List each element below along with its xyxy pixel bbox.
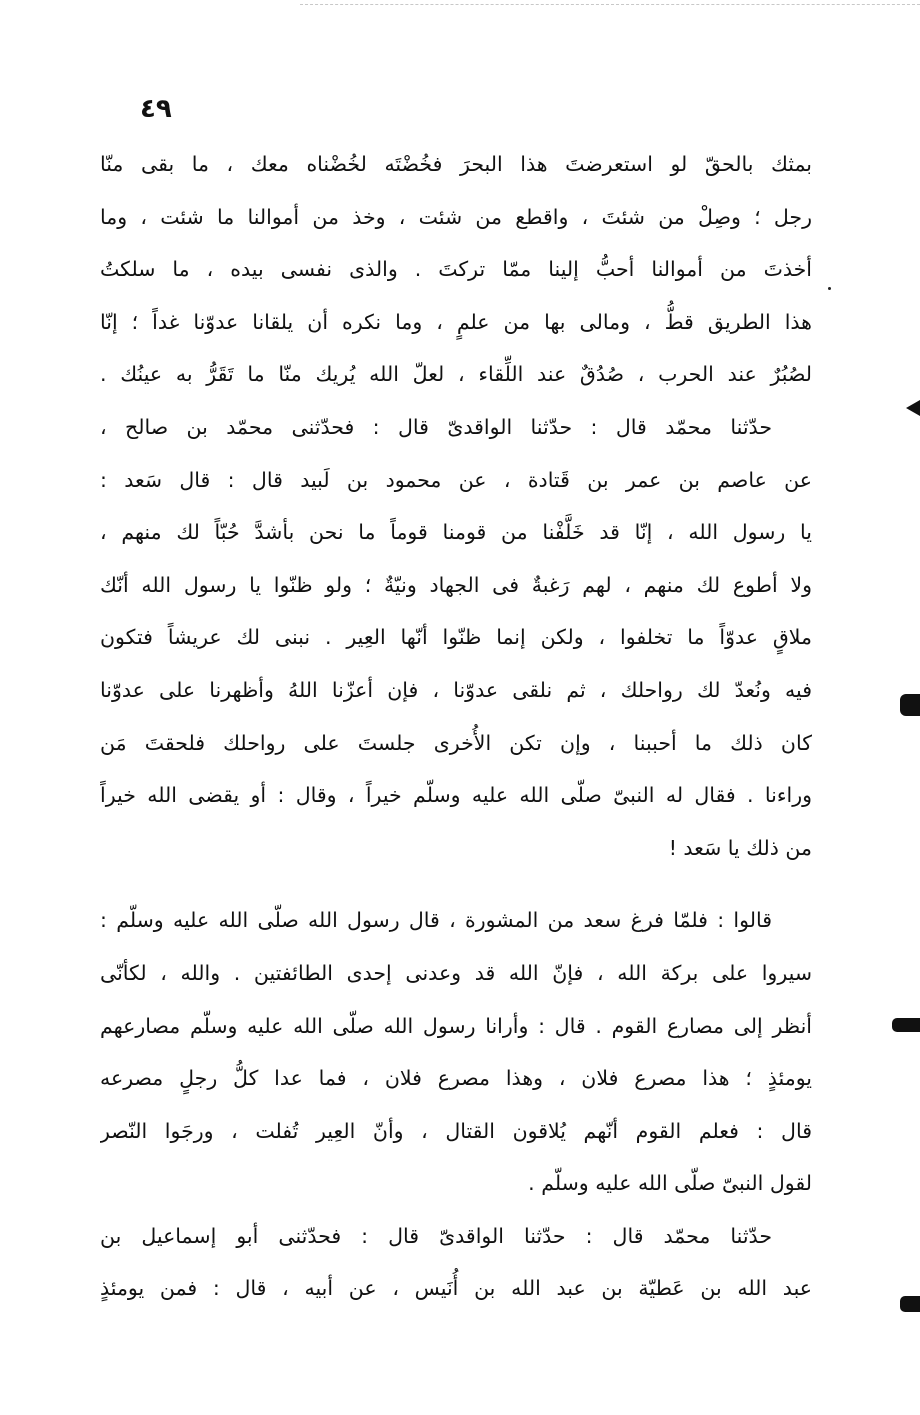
edge-scan-mark — [892, 1018, 920, 1032]
body-text — [100, 138, 812, 1315]
text-line: يا رسول الله ، إنّا قد خَلَّفْنا من قومنا قوماً ما نحن بأشدَّ حُبّاً لك منهم ، — [100, 520, 812, 545]
text-line: من ذلك يا سَعد ! — [668, 835, 812, 860]
text-line: قالوا : فلمّا فرغ سعد من المشورة ، قال رسول الله صلّى الله عليه وسلّم : — [100, 908, 772, 933]
edge-scan-mark — [900, 694, 920, 716]
text-line: عن عاصم بن عمر بن قَتادة ، عن محمود بن لَبيد قال : قال سَعد : — [100, 467, 812, 492]
text-line: ولا أطوع لك منهم ، لهم رَغبةٌ فى الجهاد ونيّةٌ ؛ ولو ظنّوا يا رسول الله أنّك — [100, 572, 812, 597]
paragraph-gap — [100, 874, 812, 894]
text-line: قال : فعلم القوم أنّهم يُلاقون القتال ، وأنّ العِير تُفلت ، ورجَوا النّصر — [100, 1118, 812, 1143]
text-line: أنظر إلى مصارع القوم . قال : وأرانا رسول الله صلّى الله عليه وسلّم مصارعهم — [100, 1013, 812, 1038]
top-dashed-rule — [300, 4, 920, 5]
text-line: أخذتَ من أموالنا أحبُّ إلينا ممّا تركتَ . والذى نفسى بيده ، ما سلكتُ — [100, 257, 812, 282]
text-line: لصُبُرٌ عند الحرب ، صُدُقٌ عند اللِّقاء ، لعلّ الله يُريك منّا ما تَقَرُّ به عينُك . — [100, 362, 812, 387]
edge-scan-mark — [900, 1296, 920, 1312]
text-line: يومئذٍ ؛ هذا مصرع فلان ، وهذا مصرع فلان ، فما عدا كلُّ رجلٍ مصرعه — [100, 1066, 812, 1091]
page-number: ٤٩ — [140, 94, 172, 124]
text-line: وراءنا . فقال له النبىّ صلّى الله عليه وسلّم خيراً ، وقال : أو يقضى الله خيراً — [100, 783, 812, 808]
text-line: فيه ونُعدّ لك رواحلك ، ثم نلقى عدوّنا ، فإن أعزّنا اللهُ وأظهرنا على عدوّنا — [100, 677, 812, 702]
text-line: رجل ؛ وصِلْ من شئتَ ، واقطع من شئت ، وخذ من أموالنا ما شئت ، وما — [100, 204, 812, 229]
text-line: كان ذلك ما أحببنا ، وإن تكن الأُخرى جلستَ على رواحلك فلحقتَ مَن — [100, 730, 812, 755]
text-line: ملاقٍ عدوّاً ما تخلفوا ، ولكن إنما ظنّوا أنّها العِير . نبنى لك عريشاً فتكون — [100, 625, 812, 650]
text-line: حدّثنا محمّد قال : حدّثنا الواقدىّ قال : فحدّثنى محمّد بن صالح ، — [100, 414, 772, 439]
text-line: بمثك بالحقّ لو استعرضتَ هذا البحرَ فخُضْتَه لخُضْناه معك ، ما بقى منّا — [100, 152, 812, 176]
text-line: سيروا على بركة الله ، فإنّ الله قد وعدنى إحدى الطائفتين . والله ، لكأنّى — [100, 960, 812, 985]
text-line: لقول النبىّ صلّى الله عليه وسلّم . — [528, 1171, 812, 1196]
text-line: هذا الطريق قطُّ ، ومالى بها من علمٍ ، وما نكره أن يلقانا عدوّنا غداً ؛ إنّا — [100, 309, 812, 334]
text-line: عبد الله بن عَطيّة بن عبد الله بن أُنَيس ، عن أبيه ، قال : فمن يومئذٍ — [100, 1276, 812, 1301]
ink-speck — [828, 287, 831, 290]
edge-scan-mark — [906, 400, 920, 416]
text-line: حدّثنا محمّد قال : حدّثنا الواقدىّ قال : فحدّثنى أبو إسماعيل بن — [100, 1223, 772, 1248]
